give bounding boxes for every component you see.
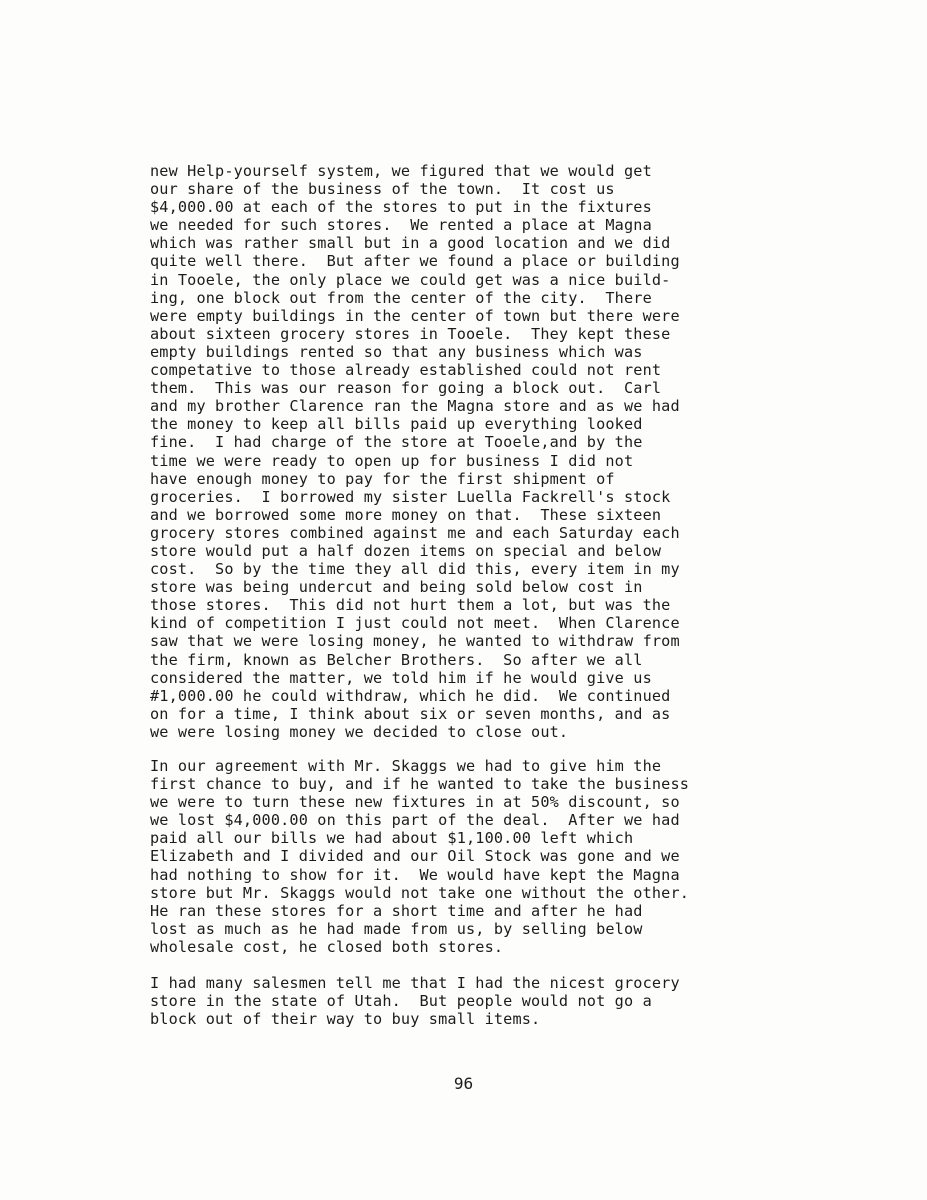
paragraph-3 — [150, 974, 680, 1028]
text-line: competative to those already established could not rent — [150, 361, 662, 380]
text-line: quite well there. But after we found a place or building — [150, 252, 680, 271]
text-line: store was being undercut and being sold below cost in — [150, 578, 643, 597]
text-line: and we borrowed some more money on that. These sixteen — [150, 505, 662, 524]
text-line: and my brother Clarence ran the Magna store and as we had — [150, 397, 680, 416]
text-line: them. This was our reason for going a block out. Carl — [150, 379, 662, 398]
text-line: ing, one block out from the center of the city. There — [150, 288, 652, 307]
text-line: empty buildings rented so that any business which was — [150, 342, 643, 361]
text-line: the firm, known as Belcher Brothers. So after we all — [150, 650, 643, 669]
text-line: fine. I had charge of the store at Tooele,and by the — [150, 433, 643, 452]
text-line: groceries. I borrowed my sister Luella Fackrell's stock — [150, 487, 671, 506]
text-line: In our agreement with Mr. Skaggs we had to give him the — [150, 757, 662, 775]
text-line: we were to turn these new fixtures in at 50% discount, so — [150, 793, 680, 812]
text-line: kind of competition I just could not meet. When Clarence — [150, 614, 680, 633]
text-line: wholesale cost, he closed both stores. — [150, 937, 504, 956]
text-line: time we were ready to open up for business I did not — [150, 451, 634, 470]
text-line: I had many salesmen tell me that I had the nicest grocery — [150, 974, 680, 992]
text-line: we were losing money we decided to close out. — [150, 722, 569, 741]
text-line: we lost $4,000.00 on this part of the deal. After we had — [150, 811, 680, 830]
text-line: grocery stores combined against me and each Saturday each — [150, 523, 680, 542]
text-line: we needed for such stores. We rented a place at Magna — [150, 216, 652, 235]
text-line: the money to keep all bills paid up everything looked — [150, 415, 643, 434]
text-line: first chance to buy, and if he wanted to take the business — [150, 775, 690, 794]
text-line: lost as much as he had made from us, by selling below — [150, 919, 643, 938]
text-line: store in the state of Utah. But people would not go a — [150, 992, 652, 1011]
text-line: Elizabeth and I divided and our Oil Stock was gone and we — [150, 847, 680, 866]
text-line: cost. So by the time they all did this, every item in my — [150, 560, 680, 579]
text-line: were empty buildings in the center of town but there were — [150, 306, 680, 325]
page-number: 96 — [453, 1074, 474, 1093]
text-line: had nothing to show for it. We would have kept the Magna — [150, 865, 680, 884]
text-line: store but Mr. Skaggs would not take one without the other. — [150, 883, 690, 902]
text-line: He ran these stores for a short time and after he had — [150, 901, 643, 920]
text-line: those stores. This did not hurt them a lot, but was the — [150, 596, 671, 615]
text-line: on for a time, I think about six or seven months, and as — [150, 704, 671, 723]
text-line: saw that we were losing money, he wanted to withdraw from — [150, 632, 680, 651]
text-line: new Help-yourself system, we figured that we would get — [150, 162, 652, 180]
text-line: our share of the business of the town. It cost us — [150, 180, 615, 199]
text-line: store would put a half dozen items on special and below — [150, 541, 662, 560]
paragraph-1 — [150, 162, 680, 741]
text-line: $4,000.00 at each of the stores to put in the fixtures — [150, 198, 652, 217]
text-line: considered the matter, we told him if he would give us — [150, 668, 652, 687]
text-line: in Tooele, the only place we could get was a nice build- — [150, 270, 671, 289]
text-line: which was rather small but in a good location and we did — [150, 234, 671, 253]
text-line: paid all our bills we had about $1,100.00 left which — [150, 829, 634, 848]
text-line: about sixteen grocery stores in Tooele. They kept these — [150, 324, 671, 343]
text-line: #1,000.00 he could withdraw, which he did. We continued — [150, 686, 671, 705]
text-line: block out of their way to buy small items. — [150, 1010, 541, 1029]
text-line: have enough money to pay for the first shipment of — [150, 469, 615, 488]
paragraph-2 — [150, 757, 689, 956]
